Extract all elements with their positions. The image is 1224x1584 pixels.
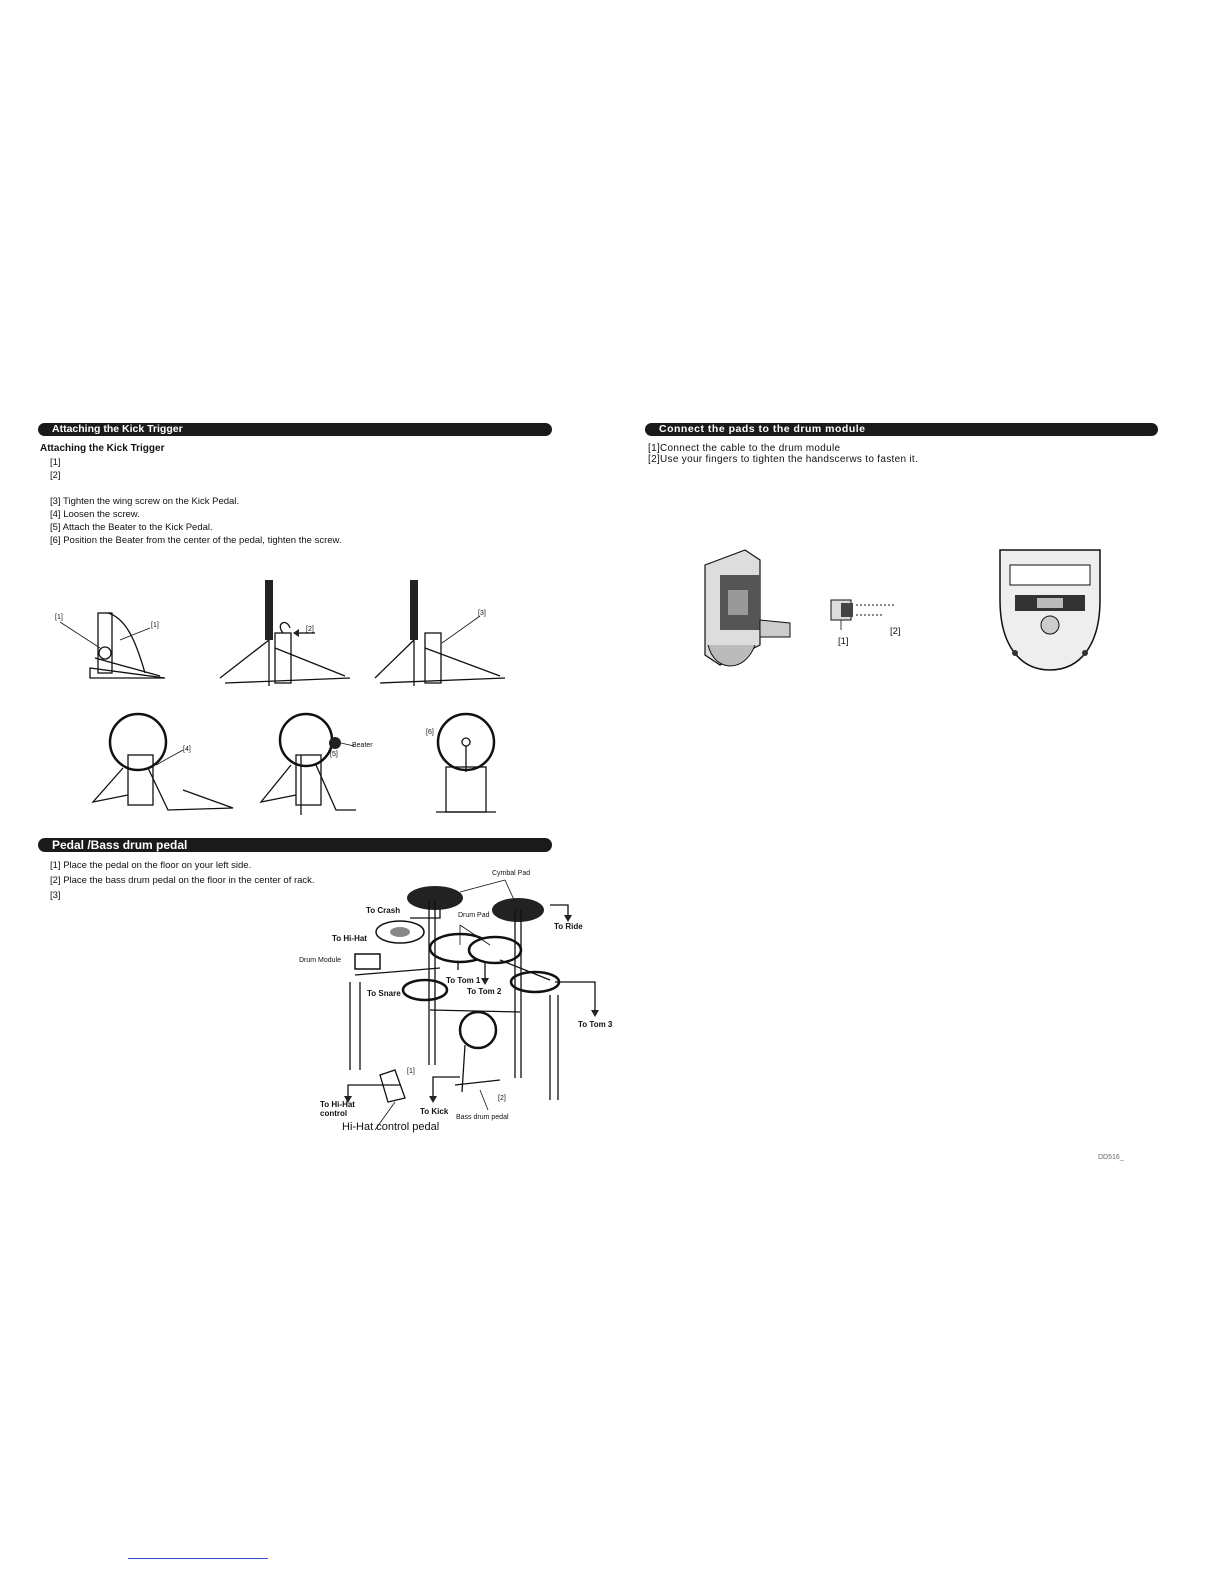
kick-pedal-figure-5 xyxy=(256,710,416,820)
to-tom3-label: To Tom 3 xyxy=(578,1020,613,1029)
kick-step-3: [3] Tighten the wing screw on the Kick Pedal. xyxy=(50,496,240,507)
cable-connector-figure xyxy=(826,595,906,630)
fig2-label: [2] xyxy=(306,626,314,633)
ride-cymbal xyxy=(492,898,544,922)
pedal-num-1: [1] xyxy=(407,1068,415,1075)
to-snare-label: To Snare xyxy=(367,989,401,998)
page-code: DD516_ xyxy=(1098,1154,1124,1161)
kick-subtitle: Attaching the Kick Trigger xyxy=(40,443,165,454)
fig1-label-b: [1] xyxy=(151,622,159,629)
connect-section-header: Connect the pads to the drum module xyxy=(645,423,1158,436)
to-hihat-label: To Hi-Hat xyxy=(332,934,367,943)
connect-step-1: [1]Connect the cable to the drum module xyxy=(648,443,841,454)
pedal-step-2: [2] Place the bass drum pedal on the floor in the center of rack. xyxy=(50,875,315,886)
to-hihat-control-label: To Hi-Hat control xyxy=(320,1100,355,1118)
drum-module-icon xyxy=(355,954,380,969)
tom2-pad xyxy=(469,937,521,963)
drum-module-label: Drum Module xyxy=(299,957,342,964)
bass-drum-pedal-label: Bass drum pedal xyxy=(456,1114,509,1121)
drum-module-side-figure xyxy=(700,545,795,675)
to-ride-label: To Ride xyxy=(554,922,583,931)
fig5-label: [5] xyxy=(330,751,338,758)
to-tom2-label: To Tom 2 xyxy=(467,987,502,996)
fig1-label-a: [1] xyxy=(55,614,63,621)
snare-pad xyxy=(403,980,447,1000)
hihat-control-pedal-label: Hi-Hat control pedal xyxy=(342,1121,440,1133)
kick-section-header: Attaching the Kick Trigger xyxy=(38,423,552,436)
to-tom1-label: To Tom 1 xyxy=(446,976,481,985)
pedal-step-3: [3] xyxy=(50,890,61,901)
kick-pedal-figure-4 xyxy=(88,710,238,820)
kick-step-2: [2] xyxy=(50,470,61,481)
footer-link-line xyxy=(128,1558,268,1559)
connector-label-1: [1] xyxy=(838,636,849,647)
drum-module-back-figure xyxy=(995,545,1105,675)
pedal-section-header: Pedal /Bass drum pedal xyxy=(38,838,552,852)
cymbal-pad-label: Cymbal Pad xyxy=(492,870,531,877)
to-crash-label: To Crash xyxy=(366,906,401,915)
to-kick-label: To Kick xyxy=(420,1107,449,1116)
pedal-num-2: [2] xyxy=(498,1095,506,1102)
kick-step-5: [5] Attach the Beater to the Kick Pedal. xyxy=(50,522,213,533)
kick-pedal-figure-1 xyxy=(50,598,180,683)
fig3-label: [3] xyxy=(478,610,486,617)
drum-pad-label: Drum Pad xyxy=(458,912,490,919)
fig4-label: [4] xyxy=(183,746,191,753)
pedal-step-1: [1] Place the pedal on the floor on your left side. xyxy=(50,860,252,871)
kick-step-4: [4] Loosen the screw. xyxy=(50,509,140,520)
kick-pedal-figure-2 xyxy=(215,578,355,688)
kick-step-1: [1] xyxy=(50,457,61,468)
connect-step-2: [2]Use your fingers to tighten the handscerws to fasten it. xyxy=(648,454,919,465)
kick-pedal-figure-3 xyxy=(370,578,510,688)
kick-pad xyxy=(460,1012,496,1048)
kick-step-6: [6] Position the Beater from the center of the pedal, tighten the screw. xyxy=(50,535,342,546)
tom3-pad xyxy=(511,972,559,992)
beater-label: Beater xyxy=(352,742,373,749)
connector-label-2: [2] xyxy=(890,626,901,637)
fig6-label: [6] xyxy=(426,729,434,736)
kick-pedal-figure-6 xyxy=(426,712,516,817)
